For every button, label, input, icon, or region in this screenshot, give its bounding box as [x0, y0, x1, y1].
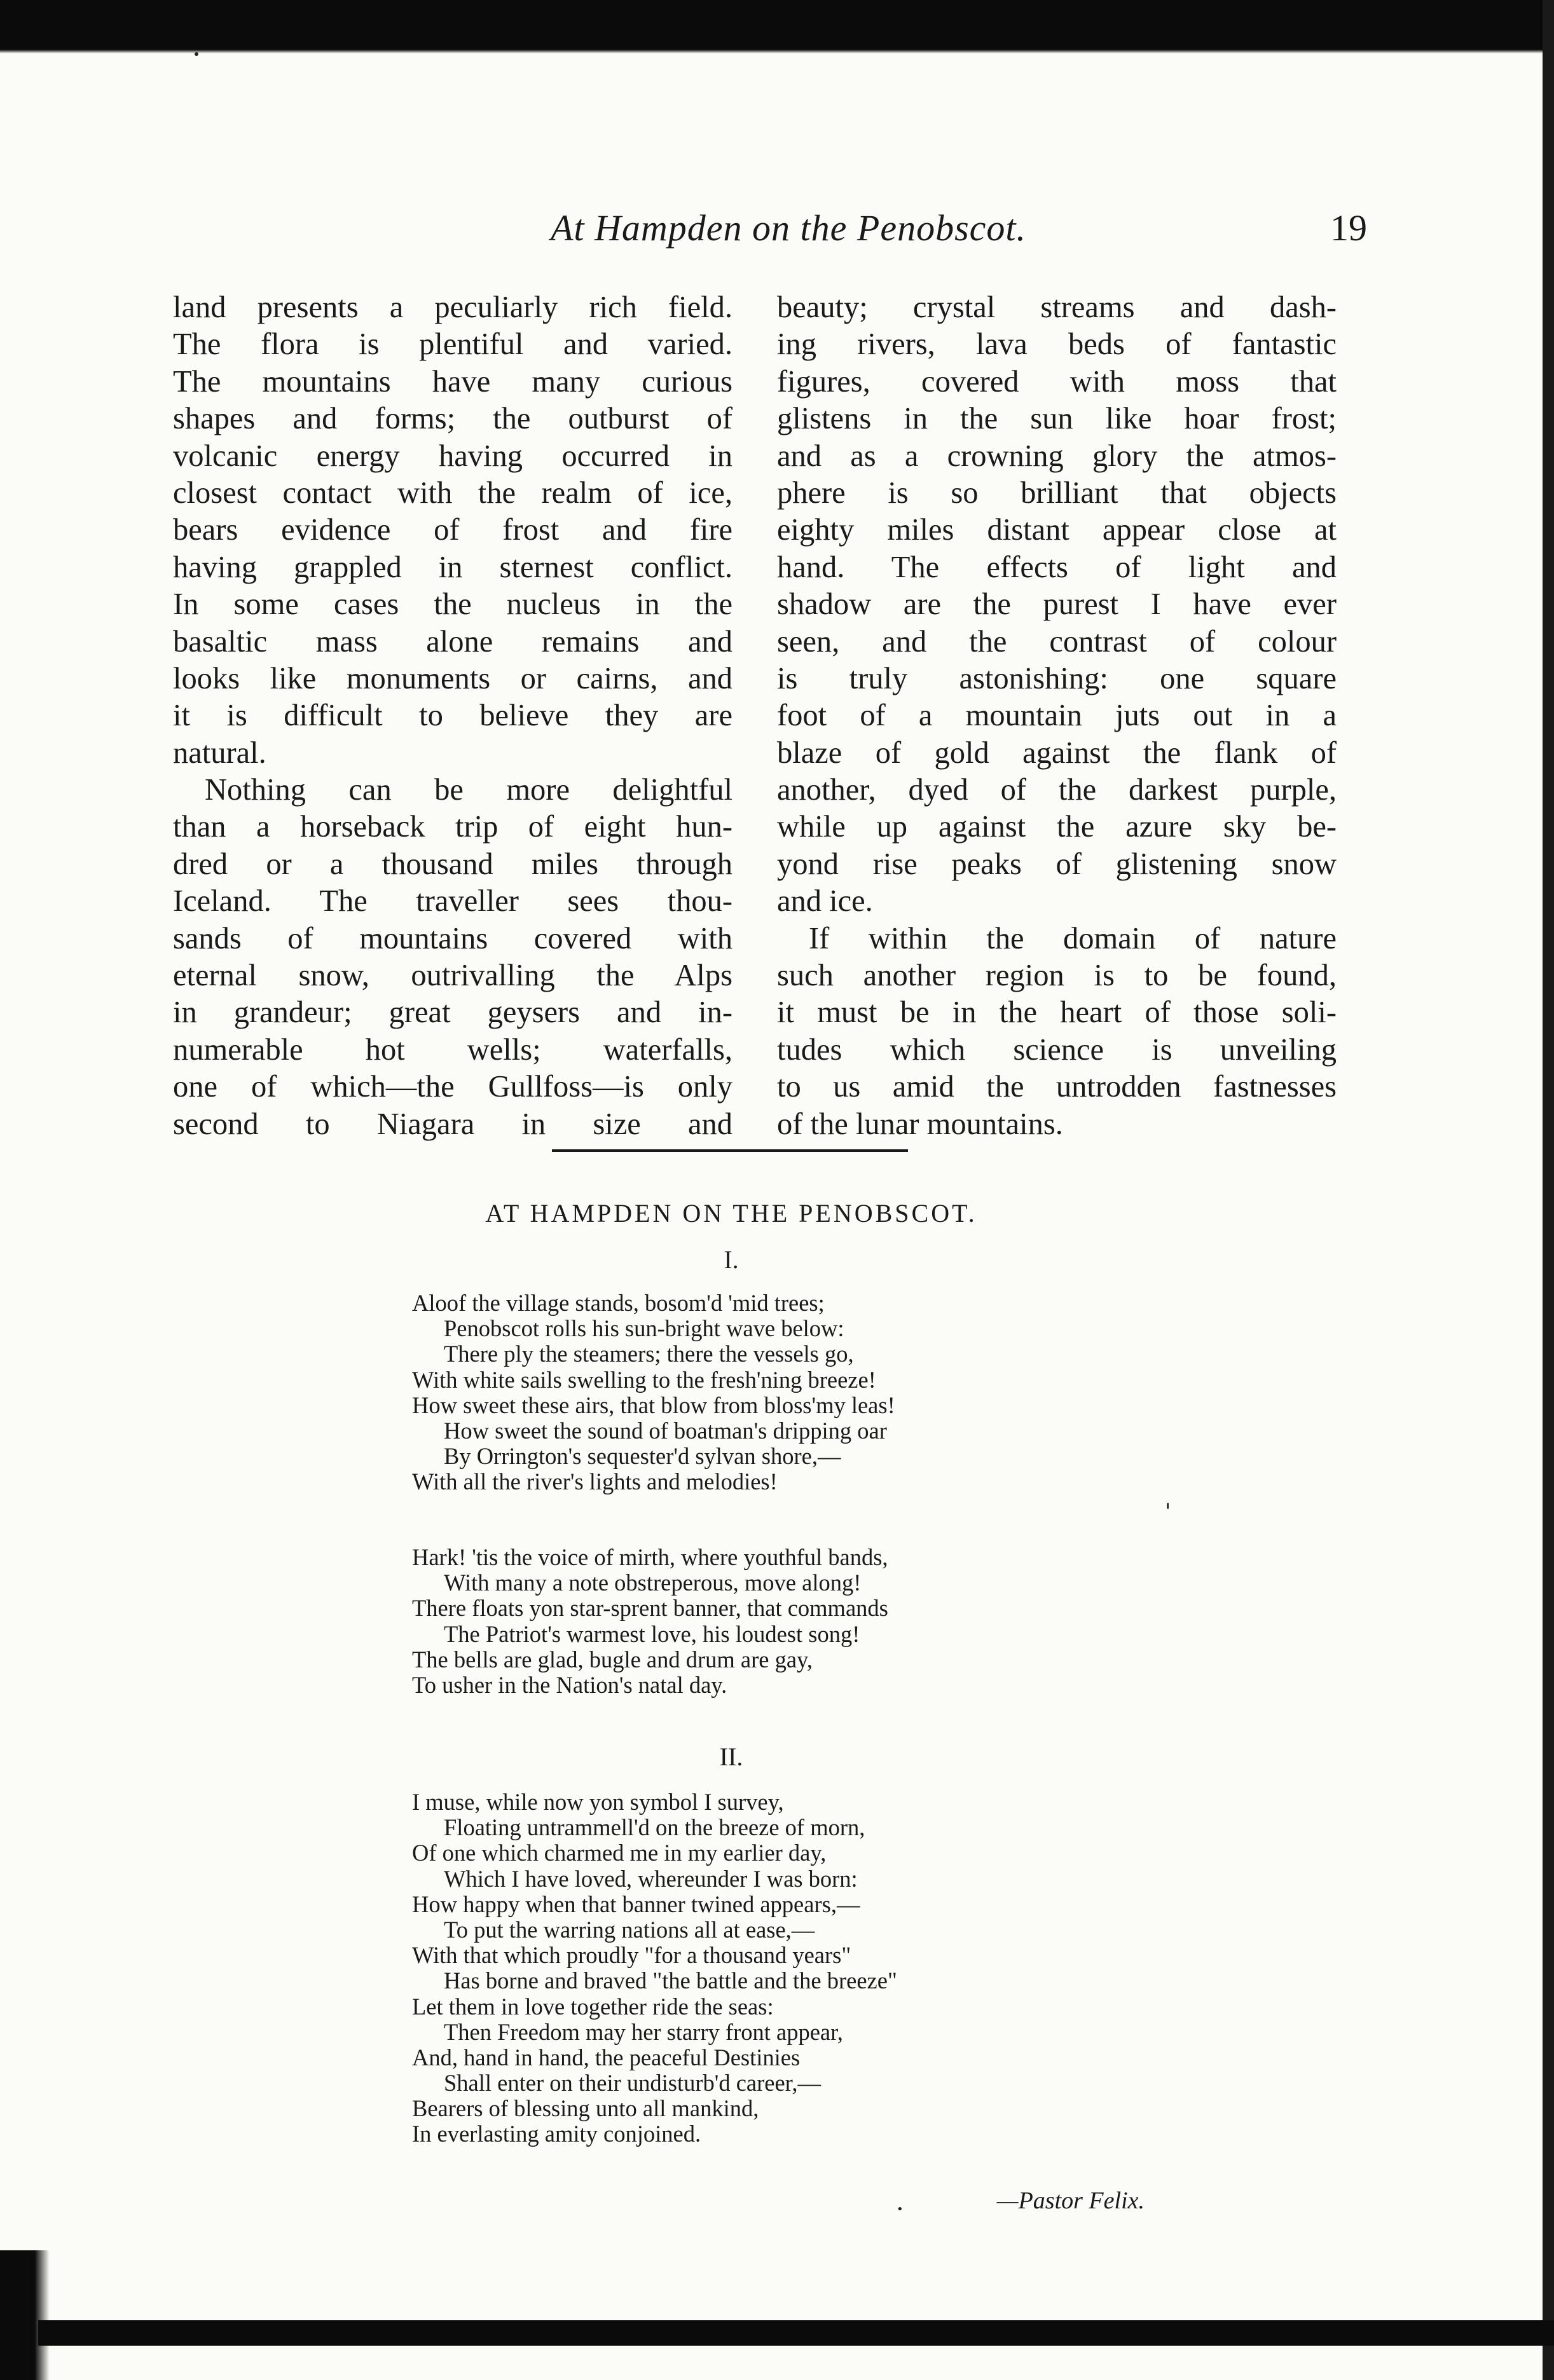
text-line: having grappled in sternest conflict. — [173, 550, 732, 584]
verse-line: There ply the steamers; there the vessels go, — [444, 1341, 854, 1367]
verse-line: Let them in love together ride the seas: — [412, 1993, 774, 2020]
text-line: phere is so brilliant that objects — [777, 475, 1337, 510]
verse-line: In everlasting amity conjoined. — [412, 2121, 701, 2147]
verse-line: And, hand in hand, the peaceful Destinies — [412, 2044, 801, 2070]
text-line: it is difficult to believe they are — [173, 699, 732, 733]
text-line: Iceland. The traveller sees thou- — [173, 884, 732, 919]
text-line: volcanic energy having occurred in — [173, 439, 732, 473]
text-line: than a horseback trip of eight hun- — [173, 810, 732, 844]
text-line: sands of mountains covered with — [173, 921, 732, 955]
text-line: Nothing can be more delightful — [205, 773, 732, 807]
verse-line: To put the warring nations all at ease,— — [444, 1916, 815, 1943]
poem-stanza-3 — [412, 1789, 1175, 2147]
right-text-column — [777, 289, 1337, 1143]
text-line: and ice. — [777, 884, 873, 919]
verse-line: Hark! 'tis the voice of mirth, where youthful bands, — [412, 1544, 888, 1570]
poem-signature: —Pastor Felix. — [996, 2187, 1145, 2214]
verse-line: Shall enter on their undisturb'd career,— — [444, 2070, 821, 2096]
text-line: In some cases the nucleus in the — [173, 587, 732, 622]
text-line: second to Niagara in size and — [173, 1107, 732, 1141]
verse-line: By Orrington's sequester'd sylvan shore,— — [444, 1443, 841, 1470]
verse-line: Floating untrammell'd on the breeze of morn, — [444, 1814, 865, 1841]
verse-line: How happy when that banner twined appears,— — [412, 1891, 860, 1917]
text-line: looks like monuments or cairns, and — [173, 661, 732, 695]
poem-title: AT HAMPDEN ON THE PENOBSCOT. — [485, 1199, 977, 1228]
text-line: yond rise peaks of glistening snow — [777, 847, 1337, 881]
text-line: beauty; crystal streams and dash- — [777, 291, 1337, 324]
text-line: is truly astonishing: one square — [777, 661, 1337, 695]
verse-line: With white sails swelling to the fresh'ning breeze! — [412, 1366, 876, 1393]
scan-border-bottom-left — [0, 2250, 50, 2380]
left-text-column — [173, 289, 732, 1143]
verse-line: There floats yon star-sprent banner, that commands — [412, 1595, 888, 1622]
text-line: eternal snow, outrivalling the Alps — [173, 959, 732, 993]
section-numeral-1: I. — [724, 1245, 739, 1274]
text-line: hand. The effects of light and — [777, 550, 1337, 584]
verse-line: I muse, while now yon symbol I survey, — [412, 1789, 784, 1815]
text-line: shapes and forms; the outburst of — [173, 402, 732, 436]
verse-line: Of one which charmed me in my earlier day, — [412, 1840, 827, 1866]
text-line: tudes which science is unveiling — [777, 1032, 1337, 1067]
text-line: another, dyed of the darkest purple, — [777, 773, 1337, 807]
text-line: such another region is to be found, — [777, 959, 1337, 993]
verse-line: To usher in the Nation's natal day. — [412, 1671, 727, 1698]
verse-line: With that which proudly "for a thousand years" — [412, 1942, 851, 1969]
text-line: foot of a mountain juts out in a — [777, 699, 1337, 733]
stray-mark: ' — [1165, 1499, 1171, 1524]
text-line: and as a crowning glory the atmos- — [777, 439, 1337, 473]
scan-speck — [195, 52, 198, 56]
section-divider — [552, 1149, 908, 1152]
verse-line: With many a note obstreperous, move along! — [444, 1570, 862, 1596]
text-line: shadow are the purest I have ever — [777, 587, 1337, 622]
verse-line: The Patriot's warmest love, his loudest song! — [444, 1620, 860, 1647]
text-line: to us amid the untrodden fastnesses — [777, 1070, 1337, 1104]
poem-stanza-2 — [412, 1545, 1175, 1698]
scan-border-bottom — [38, 2320, 1554, 2346]
verse-line: How sweet the sound of boatman's dripping oar — [444, 1417, 887, 1444]
text-line: The mountains have many curious — [173, 364, 732, 399]
text-line: dred or a thousand miles through — [173, 847, 732, 881]
verse-line: Aloof the village stands, bosom'd 'mid trees; — [412, 1290, 825, 1316]
verse-line: Which I have loved, whereunder I was born: — [444, 1865, 858, 1892]
scan-border-right — [1543, 0, 1554, 2380]
text-line: closest contact with the realm of ice, — [173, 475, 732, 510]
section-numeral-2: II. — [719, 1742, 743, 1771]
verse-line: Then Freedom may her starry front appear, — [444, 2018, 843, 2045]
text-line: numerable hot wells; waterfalls, — [173, 1032, 732, 1067]
text-line: of the lunar mountains. — [777, 1107, 1063, 1141]
verse-line: Penobscot rolls his sun-bright wave below: — [444, 1315, 844, 1342]
text-line: while up against the azure sky be- — [777, 810, 1337, 844]
text-line: in grandeur; great geysers and in- — [173, 995, 732, 1030]
poem-stanza-1 — [412, 1290, 1175, 1495]
verse-line: How sweet these airs, that blow from bloss'my leas! — [412, 1392, 895, 1418]
text-line: eighty miles distant appear close at — [777, 513, 1337, 547]
text-line: The flora is plentiful and varied. — [173, 327, 732, 362]
text-line: glistens in the sun like hoar frost; — [777, 402, 1337, 436]
text-line: If within the domain of nature — [809, 921, 1337, 955]
verse-line: With all the river's lights and melodies! — [412, 1468, 778, 1495]
text-line: it must be in the heart of those soli- — [777, 995, 1337, 1030]
text-line: blaze of gold against the flank of — [777, 735, 1337, 770]
text-line: basaltic mass alone remains and — [173, 624, 732, 659]
ornament-dot: • — [897, 2203, 904, 2216]
text-line: figures, covered with moss that — [777, 364, 1337, 399]
text-line: land presents a peculiarly rich field. — [173, 291, 732, 324]
scan-border-top — [0, 0, 1554, 50]
page-number: 19 — [1330, 207, 1367, 249]
verse-line: Bearers of blessing unto all mankind, — [412, 2095, 759, 2122]
text-line: bears evidence of frost and fire — [173, 513, 732, 547]
text-line: natural. — [173, 735, 266, 770]
verse-line: Has borne and braved "the battle and the breeze" — [444, 1967, 897, 1994]
text-line: ing rivers, lava beds of fantastic — [777, 327, 1337, 362]
running-head: At Hampden on the Penobscot. — [550, 207, 1026, 249]
text-line: seen, and the contrast of colour — [777, 624, 1337, 659]
text-line: one of which—the Gullfoss—is only — [173, 1070, 732, 1104]
verse-line: The bells are glad, bugle and drum are gay, — [412, 1646, 813, 1672]
